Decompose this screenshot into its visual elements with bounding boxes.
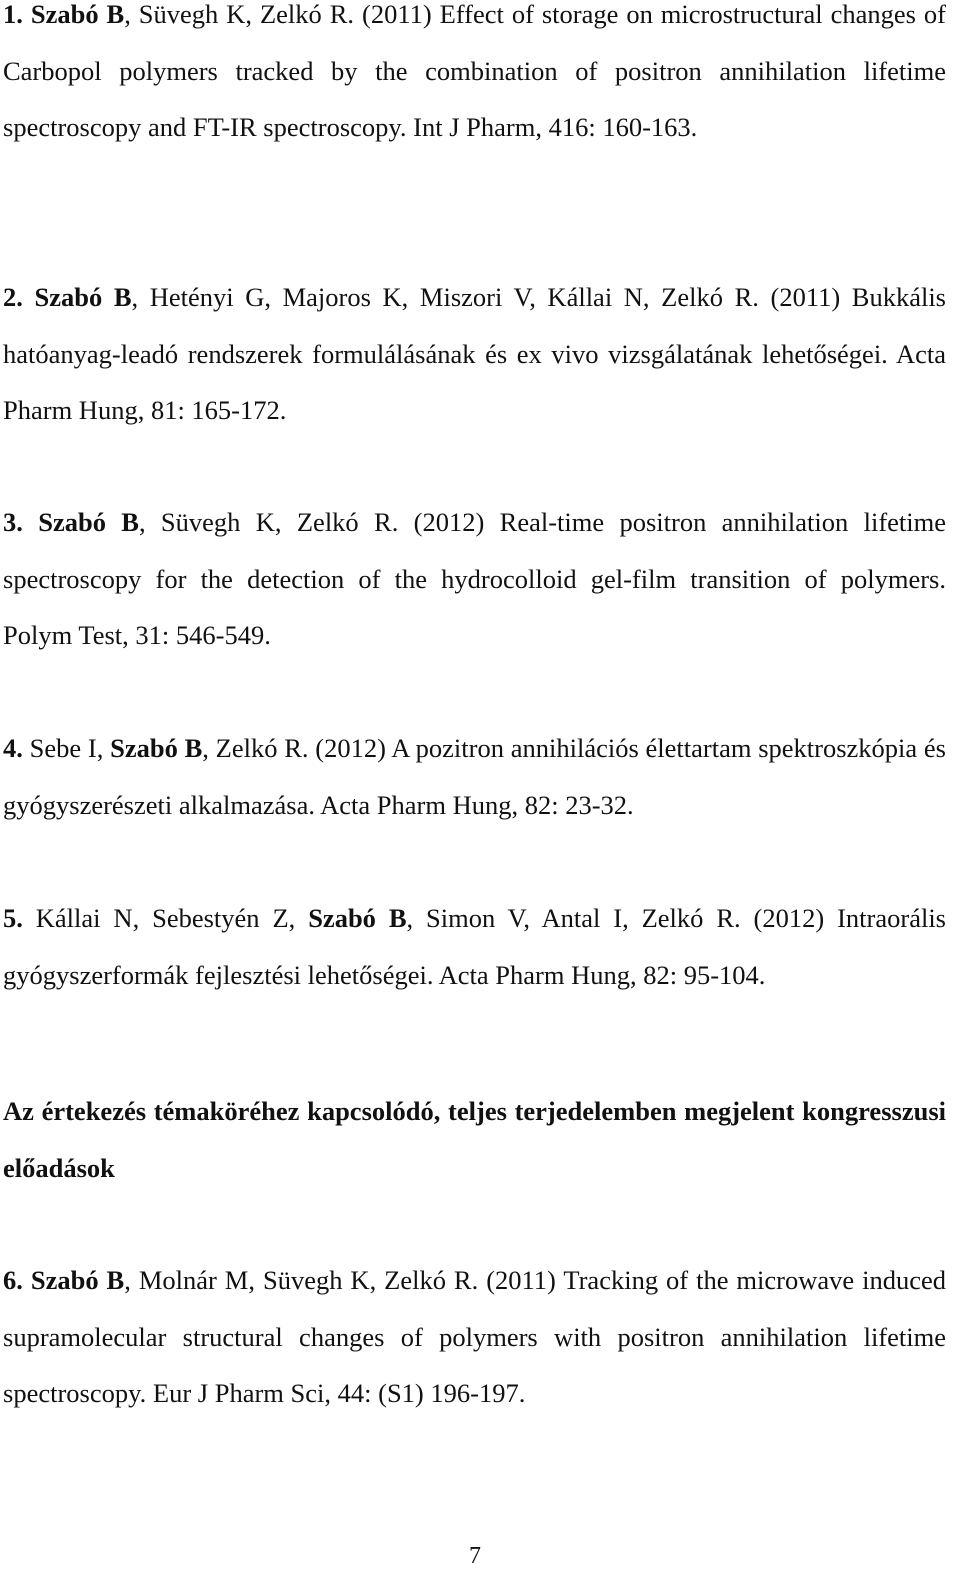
entry-number: 5. xyxy=(3,903,23,933)
author-list: , Süvegh K, Zelkó R. xyxy=(138,507,399,537)
entry-number: 2. xyxy=(3,282,23,312)
citation-text: (2012) A pozitron annihilációs élettartam spektroszkópia és gyógyszerészeti alkalmazása. Acta Pharm Hung, 82: 23-32. xyxy=(3,733,946,820)
entry-number: 1. xyxy=(3,0,23,29)
author-list: , Hetényi G, Majoros K, Miszori V, Kállai N, Zelkó R. xyxy=(131,282,759,312)
publication-entry-5 xyxy=(3,890,946,1003)
author-highlight: Szabó B xyxy=(308,903,407,933)
citation-text: (2011) Effect of storage on microstructural changes of Carbopol polymers tracked by the combination of positron annihilation lifetime spectroscopy and FT-IR spectroscopy. Int J Pharm, 416: 160-163. xyxy=(3,0,947,142)
citation-text: (2011) Bukkális hatóanyag-leadó rendszerek formulálásának és ex vivo vizsgálatának lehetőségei. Acta Pharm Hung, 81: 165-172. xyxy=(3,282,946,425)
author-list: , Molnár M, Süvegh K, Zelkó R. xyxy=(124,1265,479,1295)
publication-entry-4 xyxy=(3,720,946,833)
author-highlight: Szabó B xyxy=(34,282,132,312)
author-list: , Zelkó R. xyxy=(202,733,309,763)
author-list: , Süvegh K, Zelkó R. xyxy=(124,0,355,29)
publication-entry-2 xyxy=(3,269,946,439)
publication-entry-3 xyxy=(3,494,946,664)
citation-text: (2011) Tracking of the microwave induced supramolecular structural changes of polymers with positron annihilation lifetime spectroscopy. Eur J Pharm Sci, 44: (S1) 196-197. xyxy=(3,1265,946,1408)
publication-entry-6 xyxy=(3,1252,946,1422)
author-highlight: Szabó B xyxy=(30,1265,125,1295)
author-highlight: Szabó B xyxy=(38,507,139,537)
entry-number: 6. xyxy=(3,1265,23,1295)
author-list-pre: Sebe I, xyxy=(22,733,111,763)
author-list-pre: Kállai N, Sebestyén Z, xyxy=(22,903,309,933)
page-number: 7 xyxy=(469,1543,481,1569)
publication-entry-1 xyxy=(3,0,946,156)
section-heading: Az értekezés témaköréhez kapcsolódó, teljes terjedelemben megjelent kongresszusi előadások xyxy=(3,1096,946,1183)
citation-text: (2012) Real-time positron annihilation lifetime spectroscopy for the detection of the hydrocolloid gel-film transition of polymers. Polym Test, 31: 546-549. xyxy=(3,507,947,650)
entry-number: 3. xyxy=(3,507,23,537)
author-highlight: Szabó B xyxy=(110,733,203,763)
author-highlight: Szabó B xyxy=(30,0,125,29)
entry-number: 4. xyxy=(3,733,23,763)
author-list: , Simon V, Antal I, Zelkó R. xyxy=(406,903,741,933)
citation-text: (2012) Intraorális gyógyszerformák fejlesztési lehetőségei. Acta Pharm Hung, 82: 95-104. xyxy=(3,903,946,990)
